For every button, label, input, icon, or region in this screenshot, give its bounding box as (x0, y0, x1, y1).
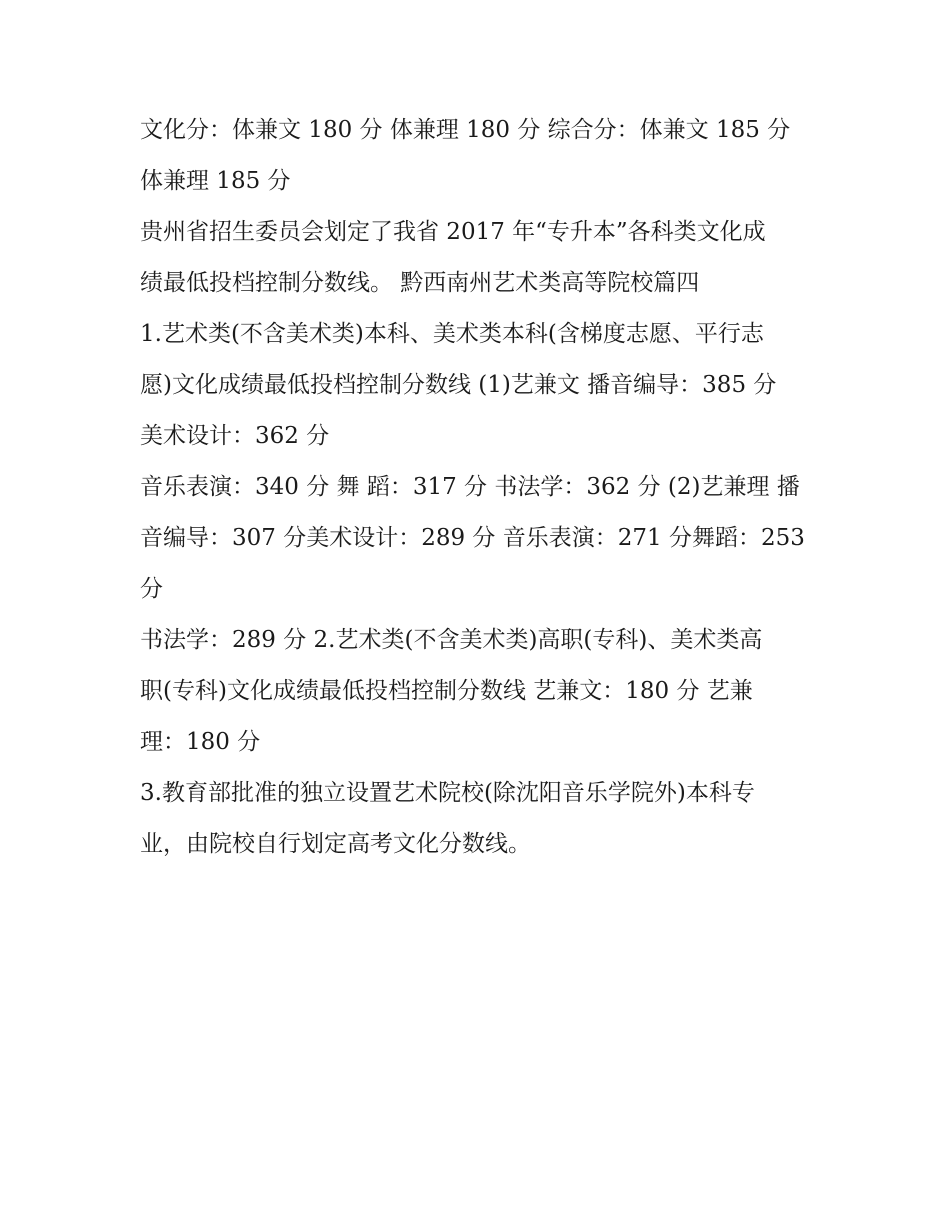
text-line: 职(专科)文化成绩最低投档控制分数线 艺兼文：180 分 艺兼 (140, 678, 753, 704)
text-line: 美术设计：362 分 (140, 423, 330, 449)
text-line: 业，由院校自行划定高考文化分数线。 (140, 831, 531, 857)
text-line: 音编导：307 分美术设计：289 分 音乐表演：271 分舞蹈：253 (140, 525, 805, 551)
text-line: 体兼理 185 分 (140, 168, 291, 194)
text-line: 分 (140, 576, 163, 602)
text-line: 书法学：289 分 2.艺术类(不含美术类)高职(专科)、美术类高 (140, 627, 763, 653)
text-line: 贵州省招生委员会划定了我省 2017 年“专升本”各科类文化成 (140, 219, 766, 245)
document-body (140, 105, 812, 870)
text-line: 音乐表演：340 分 舞 蹈：317 分 书法学：362 分 (2)艺兼理 播 (140, 474, 800, 500)
text-line: 3.教育部批准的独立设置艺术院校(除沈阳音乐学院外)本科专 (140, 780, 755, 806)
text-line: 理：180 分 (140, 729, 261, 755)
text-line: 愿)文化成绩最低投档控制分数线 (1)艺兼文 播音编导：385 分 (140, 372, 777, 398)
text-line: 1.艺术类(不含美术类)本科、美术类本科(含梯度志愿、平行志 (140, 321, 764, 347)
text-line: 绩最低投档控制分数线。 黔西南州艺术类高等院校篇四 (140, 270, 700, 296)
text-line: 文化分：体兼文 180 分 体兼理 180 分 综合分：体兼文 185 分 (140, 117, 791, 143)
